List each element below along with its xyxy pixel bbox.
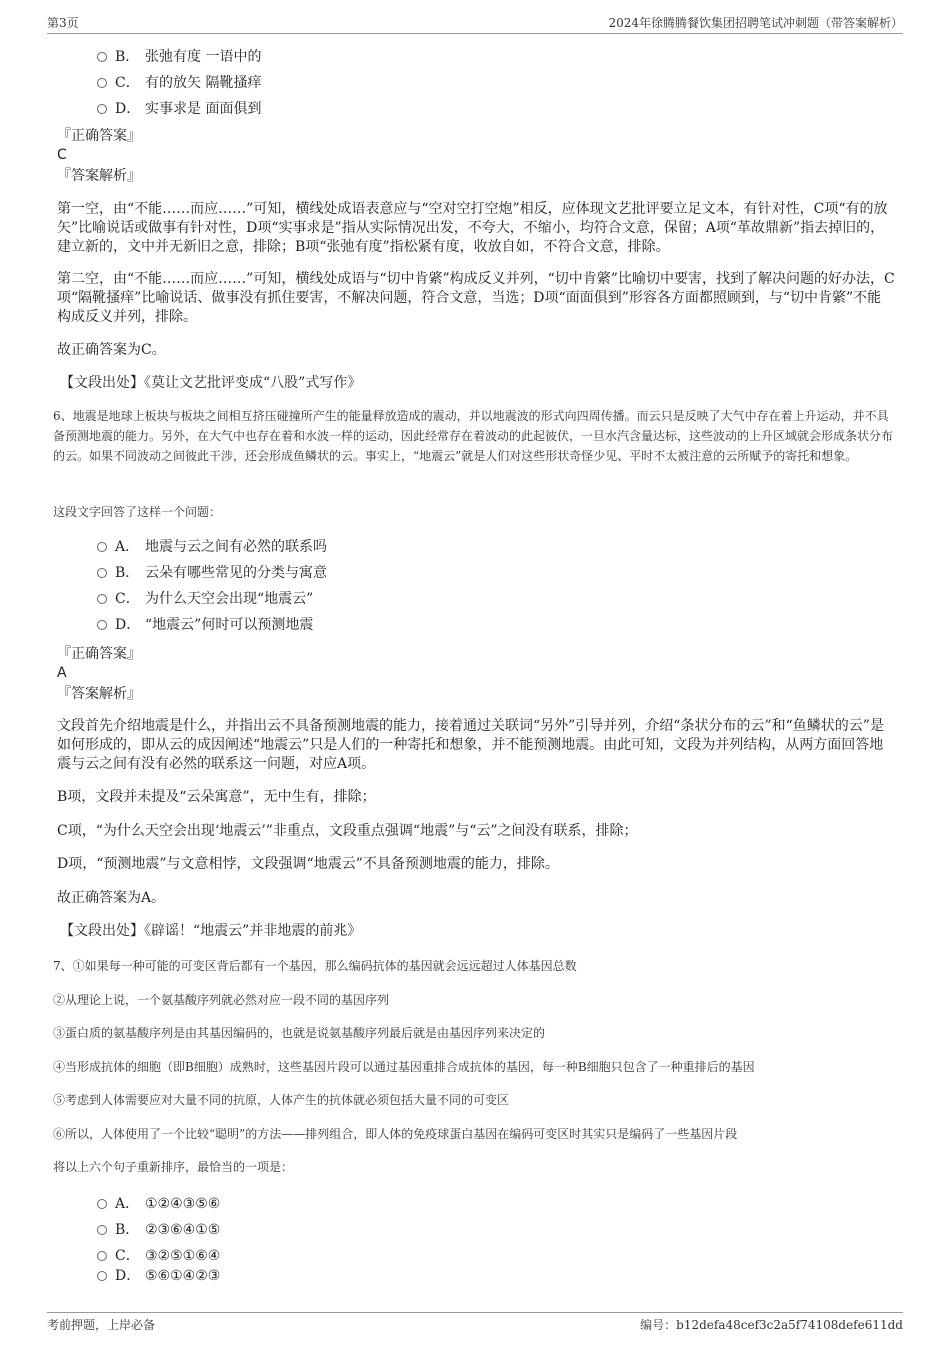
document-title: 2024年徐腾腾餐饮集团招聘笔试冲刺题（带答案解析） bbox=[608, 16, 903, 30]
page-header bbox=[47, 12, 903, 34]
radio-icon[interactable] bbox=[97, 620, 107, 630]
radio-icon[interactable] bbox=[97, 104, 107, 114]
q7-sentence-4: ④当形成抗体的细胞（即B细胞）成熟时，这些基因片段可以通过基因重排合成抗体的基因，每一种B细胞只包含了一种重排后的基因 bbox=[53, 1060, 755, 1074]
q7-option-d[interactable]: D． ⑤⑥①④②③ bbox=[97, 1266, 220, 1286]
q7-option-b[interactable]: B． ②③⑥④①⑤ bbox=[97, 1220, 220, 1240]
q6-option-a[interactable]: A． 地震与云之间有必然的联系吗 bbox=[97, 537, 327, 557]
page-footer bbox=[47, 1312, 903, 1336]
q6-analysis-para-2: B项，文段并未提及“云朵寓意”，无中生有，排除； bbox=[57, 789, 376, 805]
q7-option-c[interactable]: C． ③②⑤①⑥④ bbox=[97, 1246, 220, 1266]
q5-option-b[interactable]: B． 张弛有度 一语中的 bbox=[97, 47, 261, 67]
q5-source: 【文段出处】《莫让文艺批评变成“八股”式写作》 bbox=[60, 375, 362, 391]
q6-analysis-para-3: C项，“为什么天空会出现‘地震云’”非重点，文段重点强调“地震”与“云”之间没有联系，排除； bbox=[57, 823, 638, 839]
radio-icon[interactable] bbox=[97, 78, 107, 88]
radio-icon[interactable] bbox=[97, 542, 107, 552]
radio-icon[interactable] bbox=[97, 52, 107, 62]
q7-prompt: 将以上六个句子重新排序，最恰当的一项是： bbox=[53, 1160, 294, 1174]
page-number: 第3页 bbox=[47, 16, 79, 30]
q6-source: 【文段出处】《辟谣！“地震云”并非地震的前兆》 bbox=[60, 923, 362, 939]
radio-icon[interactable] bbox=[97, 1251, 107, 1261]
q7-option-a[interactable]: A． ①②④③⑤⑥ bbox=[97, 1194, 220, 1214]
q5-option-c[interactable]: C． 有的放矢 隔靴搔痒 bbox=[97, 73, 261, 93]
q5-analysis-para-2: 第二空，由“不能……而应……”可知，横线处成语与“切中肯綮”构成反义并列，“切中肯綮”比喻切中要害，找到了解决问题的好办法，C项“隔靴搔痒”比喻说话、做事没有抓住要害，不解决问题，符合文意，当选；D项“面面俱到”形容各方面都照顾到，与“切中肯綮”不能构成反义并列，排除。 bbox=[57, 271, 895, 325]
q6-answer-label: 『正确答案』 bbox=[57, 646, 141, 662]
q6-analysis-label: 『答案解析』 bbox=[57, 686, 141, 702]
radio-icon[interactable] bbox=[97, 1199, 107, 1209]
q6-conclusion: 故正确答案为A。 bbox=[57, 890, 166, 906]
footer-slogan: 考前押题，上岸必备 bbox=[47, 1318, 156, 1332]
q7-sentence-6: ⑥所以，人体使用了一个比较“聪明”的方法——排列组合，即人体的免疫球蛋白基因在编码可变区时其实只是编码了一些基因片段 bbox=[53, 1127, 738, 1141]
q5-answer: C bbox=[57, 147, 67, 163]
radio-icon[interactable] bbox=[97, 568, 107, 578]
document-id: 编号：b12defa48cef3c2a5f74108defe611dd bbox=[640, 1318, 903, 1332]
radio-icon[interactable] bbox=[97, 1271, 107, 1281]
q5-option-d[interactable]: D． 实事求是 面面俱到 bbox=[97, 99, 261, 119]
q7-sentence-1: 7、①如果每一种可能的可变区背后都有一个基因，那么编码抗体的基因就会远远超过人体基因总数 bbox=[53, 959, 577, 973]
q6-prompt: 这段文字回答了这样一个问题： bbox=[53, 505, 222, 519]
q5-answer-label: 『正确答案』 bbox=[57, 128, 141, 144]
q6-analysis-para-1: 文段首先介绍地震是什么，并指出云不具备预测地震的能力，接着通过关联词“另外”引导并列，介绍“条状分布的云”和“鱼鳞状的云”是如何形成的，即从云的成因阐述“地震云”只是人们的一种寄托和想象，并不能预测地震。由此可知，文段为并列结构，从两方面回答地震与云之间有没有必然的联系这一问题，对应A项。 bbox=[57, 718, 884, 772]
q7-sentence-2: ②从理论上说，一个氨基酸序列就必然对应一段不同的基因序列 bbox=[53, 993, 390, 1007]
q5-analysis-para-1: 第一空，由“不能……而应……”可知，横线处成语表意应与“空对空打空炮”相反，应体现文艺批评要立足文本，有针对性，C项“有的放矢”比喻说话或做事有针对性，D项“实事求是”指从实际情况出发，不夸大，不缩小，均符合文意，保留；A项“革故鼎新”指去掉旧的，建立新的，文中并无新旧之意，排除；B项“张弛有度”指松紧有度，收放自如，不符合文意，排除。 bbox=[57, 201, 888, 255]
q6-option-d[interactable]: D． “地震云”何时可以预测地震 bbox=[97, 615, 313, 635]
q7-sentence-3: ③蛋白质的氨基酸序列是由其基因编码的，也就是说氨基酸序列最后就是由基因序列来决定的 bbox=[53, 1026, 546, 1040]
radio-icon[interactable] bbox=[97, 1225, 107, 1235]
q6-analysis-para-4: D项，“预测地震”与文意相悖，文段强调“地震云”不具备预测地震的能力，排除。 bbox=[57, 856, 559, 872]
q5-analysis-label: 『答案解析』 bbox=[57, 168, 141, 184]
radio-icon[interactable] bbox=[97, 594, 107, 604]
q6-option-c[interactable]: C． 为什么天空会出现“地震云” bbox=[97, 589, 313, 609]
q6-stem: 6、地震是地球上板块与板块之间相互挤压碰撞所产生的能量释放造成的震动，并以地震波的形式向四周传播。而云只是反映了大气中存在着上升运动，并不具备预测地震的能力。另外，在大气中也存在着和水波一样的运动，因此经常存在着波动的此起彼伏，一旦水汽含量达标，这些波动的上升区域就会形成条状分布的云。如果不同波动之间彼此干涉，还会形成鱼鳞状的云。事实上，“地震云”就是人们对这些形状奇怪少见、平时不太被注意的云所赋予的寄托和想象。 bbox=[53, 409, 894, 463]
q6-option-b[interactable]: B． 云朵有哪些常见的分类与寓意 bbox=[97, 563, 327, 583]
q7-sentence-5: ⑤考虑到人体需要应对大量不同的抗原，人体产生的抗体就必须包括大量不同的可变区 bbox=[53, 1093, 510, 1107]
q6-answer: A bbox=[57, 665, 67, 681]
q5-conclusion: 故正确答案为C。 bbox=[57, 342, 166, 358]
